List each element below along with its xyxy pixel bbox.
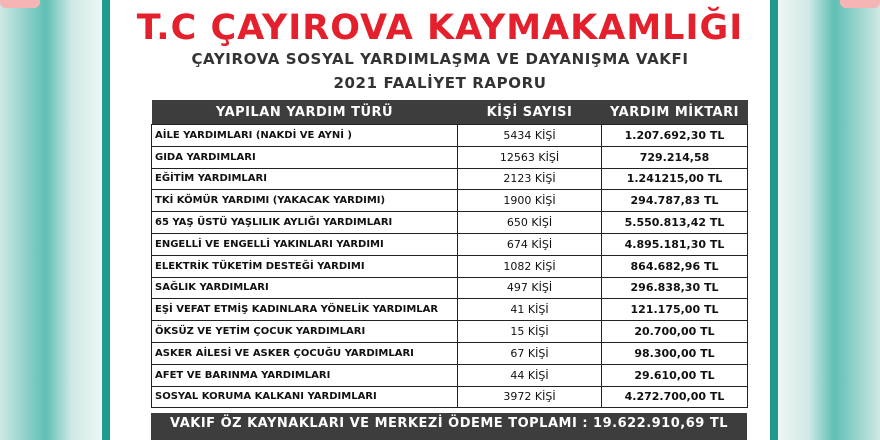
table-row <box>152 386 748 408</box>
aid-amount-cell: 4.895.181,30 TL <box>602 233 748 255</box>
aid-amount-cell: 20.700,00 TL <box>602 321 748 343</box>
aid-type-cell: AFET VE BARINMA YARDIMLARI <box>152 364 458 386</box>
total-label: VAKIF ÖZ KAYNAKLARI VE MERKEZİ ÖDEME TOPLAMI <box>170 416 578 431</box>
person-count-cell: 497 KİŞİ <box>458 277 602 299</box>
poster-paper <box>110 0 770 440</box>
decor-corner-right <box>840 0 880 8</box>
background-right-panel <box>778 0 880 440</box>
person-count-cell: 12563 KİŞİ <box>458 146 602 168</box>
table-row <box>152 364 748 386</box>
aid-amount-cell: 121.175,00 TL <box>602 299 748 321</box>
person-count-cell: 2123 KİŞİ <box>458 168 602 190</box>
aid-type-cell: EĞİTİM YARDIMLARI <box>152 168 458 190</box>
person-count-cell: 44 KİŞİ <box>458 364 602 386</box>
person-count-cell: 5434 KİŞİ <box>458 125 602 147</box>
foundation-name: ÇAYIROVA SOSYAL YARDIMLAŞMA VE DAYANIŞMA VAKFI <box>191 50 689 68</box>
background-left-panel <box>0 0 102 440</box>
total-value: : 19.622.910,69 TL <box>582 416 728 431</box>
table-header-row <box>152 100 748 125</box>
aid-type-cell: AİLE YARDIMLARI (NAKDİ VE AYNİ ) <box>152 125 458 147</box>
aid-amount-cell: 4.272.700,00 TL <box>602 386 748 408</box>
aid-type-cell: SOSYAL KORUMA KALKANI YARDIMLARI <box>152 386 458 408</box>
aid-type-cell: EŞİ VEFAT ETMİŞ KADINLARA YÖNELİK YARDIMLAR <box>152 299 458 321</box>
aid-amount-cell: 1.241215,00 TL <box>602 168 748 190</box>
aid-amount-cell: 1.207.692,30 TL <box>602 125 748 147</box>
aid-amount-cell: 296.838,30 TL <box>602 277 748 299</box>
person-count-cell: 67 KİŞİ <box>458 342 602 364</box>
page-title: T.C ÇAYIROVA KAYMAKAMLIĞI <box>136 8 744 48</box>
person-count-cell: 674 KİŞİ <box>458 233 602 255</box>
table-row <box>152 342 748 364</box>
total-bar <box>151 413 747 440</box>
table-row <box>152 125 748 147</box>
aid-type-cell: ELEKTRİK TÜKETİM DESTEĞİ YARDIMI <box>152 255 458 277</box>
person-count-cell: 650 KİŞİ <box>458 212 602 234</box>
aid-type-cell: TKİ KÖMÜR YARDIMI (YAKACAK YARDIMI) <box>152 190 458 212</box>
aid-type-cell: ENGELLİ VE ENGELLİ YAKINLARI YARDIMI <box>152 233 458 255</box>
table-row <box>152 168 748 190</box>
aid-amount-cell: 29.610,00 TL <box>602 364 748 386</box>
table-row <box>152 146 748 168</box>
aid-amount-cell: 729.214,58 <box>602 146 748 168</box>
aid-type-cell: 65 YAŞ ÜSTÜ YAŞLILIK AYLIĞI YARDIMLARI <box>152 212 458 234</box>
aid-type-cell: SAĞLIK YARDIMLARI <box>152 277 458 299</box>
person-count-cell: 1900 KİŞİ <box>458 190 602 212</box>
person-count-cell: 15 KİŞİ <box>458 321 602 343</box>
person-count-cell: 41 KİŞİ <box>458 299 602 321</box>
aid-type-cell: ASKER AİLESİ VE ASKER ÇOCUĞU YARDIMLARI <box>152 342 458 364</box>
table-row <box>152 321 748 343</box>
table-row <box>152 277 748 299</box>
column-header-type: YAPILAN YARDIM TÜRÜ <box>152 100 458 125</box>
aid-amount-cell: 294.787,83 TL <box>602 190 748 212</box>
person-count-cell: 3972 KİŞİ <box>458 386 602 408</box>
aid-amount-cell: 864.682,96 TL <box>602 255 748 277</box>
aid-type-cell: ÖKSÜZ VE YETİM ÇOCUK YARDIMLARI <box>152 321 458 343</box>
column-header-count: KİŞİ SAYISI <box>458 100 602 125</box>
aid-amount-cell: 5.550.813,42 TL <box>602 212 748 234</box>
person-count-cell: 1082 KİŞİ <box>458 255 602 277</box>
aid-amount-cell: 98.300,00 TL <box>602 342 748 364</box>
aid-type-cell: GIDA YARDIMLARI <box>152 146 458 168</box>
report-title: 2021 FAALİYET RAPORU <box>333 74 547 92</box>
table-row <box>152 299 748 321</box>
table-row <box>152 190 748 212</box>
decor-corner-left <box>0 0 40 8</box>
poster-frame <box>102 0 778 440</box>
column-header-amount: YARDIM MİKTARI <box>602 100 748 125</box>
aid-table <box>151 100 748 408</box>
table-row <box>152 212 748 234</box>
table-row <box>152 255 748 277</box>
table-row <box>152 233 748 255</box>
